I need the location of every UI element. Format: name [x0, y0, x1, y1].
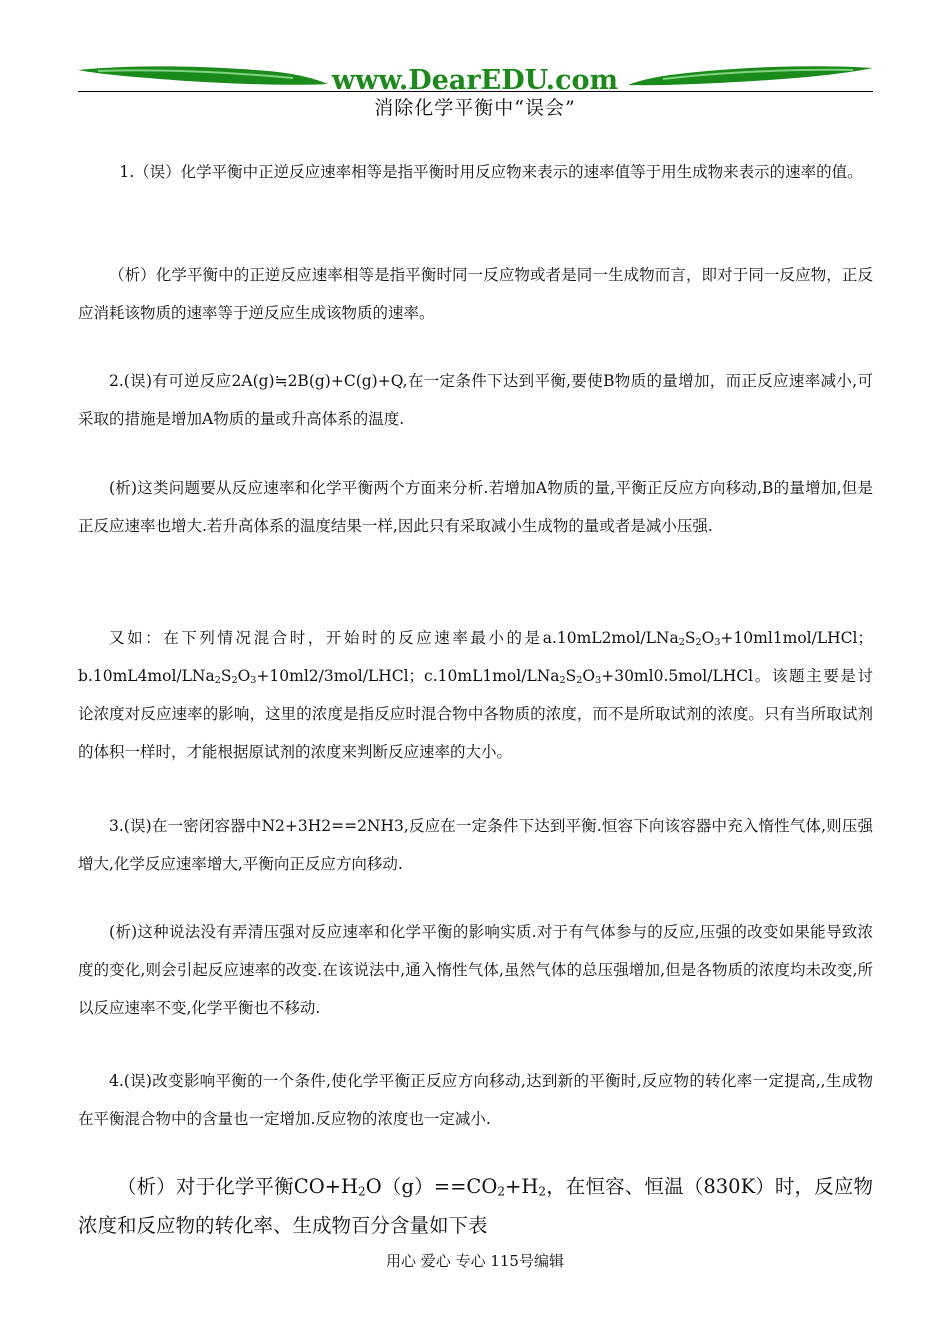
paragraph-4-misconception: 4.(误)改变影响平衡的一个条件,使化学平衡正反应方向移动,达到新的平衡时,反应物的转化率一定提高,,生成物在平衡混合物中的含量也一定增加.反应物的浓度也一定减小.	[78, 1072, 873, 1128]
left-leaf-swoosh	[78, 66, 328, 84]
paragraph-1-misconception: 1.（误）化学平衡中正逆反应速率相等是指平衡时用反应物来表示的速率值等于用生成物来表示的速率的值。	[119, 163, 863, 181]
document-title: 消除化学平衡中“误会”	[374, 97, 576, 119]
header-rule	[78, 91, 873, 92]
paragraph-1-analysis: （析）化学平衡中的正逆反应速率相等是指平衡时同一反应物或者是同一生成物而言，即对于同一反应物，正反应消耗该物质的速率等于逆反应生成该物质的速率。	[78, 266, 873, 322]
header-banner	[78, 58, 873, 98]
paragraph-4-analysis: （析）对于化学平衡$CO+H_2O(g)==CO_2+H_2$，在恒容、恒温（830K）时，反应物浓度和反应物的转化率、生成物百分含量如下表	[78, 1175, 873, 1237]
page-footer: 用心 爱心 专心 115号编辑	[386, 1252, 564, 1270]
paragraph-2-misconception: 2.(误)有可逆反应2A(g)≒2B(g)+C(g)+Q,在一定条件下达到平衡,要使B物质的量增加，而正反应速率减小,可采取的措施是增加A物质的量或升高体系的温度.	[78, 372, 873, 428]
paragraph-2-analysis: (析)这类问题要从反应速率和化学平衡两个方面来分析.若增加A物质的量,平衡正反应方向移动,B的量增加,但是正反应速率也增大.若升高体系的温度结果一样,因此只有采取减小生成物的量或者是减小压强.	[78, 479, 873, 535]
site-logo-text: www.DearEDU.com	[331, 65, 619, 96]
paragraph-3-analysis: (析)这种说法没有弄清压强对反应速率和化学平衡的影响实质.对于有气体参与的反应,压强的改变如果能导致浓度的变化,则会引起反应速率的改变.在该说法中,通入惰性气体,虽然气体的总压强增加,但是各物质的浓度均未改变,所以反应速率不变,化学平衡也不移动.	[78, 923, 873, 1017]
paragraph-3-misconception: 3.(误)在一密闭容器中N2+3H2==2NH3,反应在一定条件下达到平衡.恒容下向该容器中充入惰性气体,则压强增大,化学反应速率增大,平衡向正反应方向移动.	[78, 817, 873, 873]
paragraph-2-example: 又如：在下列情况混合时，开始时的反应速率最小的是$a.10mL2mol/LNa_2S_2O_3+10ml1mol$/LHCl；$b.10mL4mol/LNa_2S_2O_3+10ml2/3mol$/LHCl；$c.10mL1mol/LNa_2S_2O_3+30ml0.5mol$/LHCl。该题主要是讨论浓度对反应速率的影响，这里的浓度是指反应时混合物中各物质的浓度，而不是所取试剂的浓度。只有当所取试剂的体积一样时，才能根据原试剂的浓度来判断反应速率的大小。	[78, 629, 873, 761]
